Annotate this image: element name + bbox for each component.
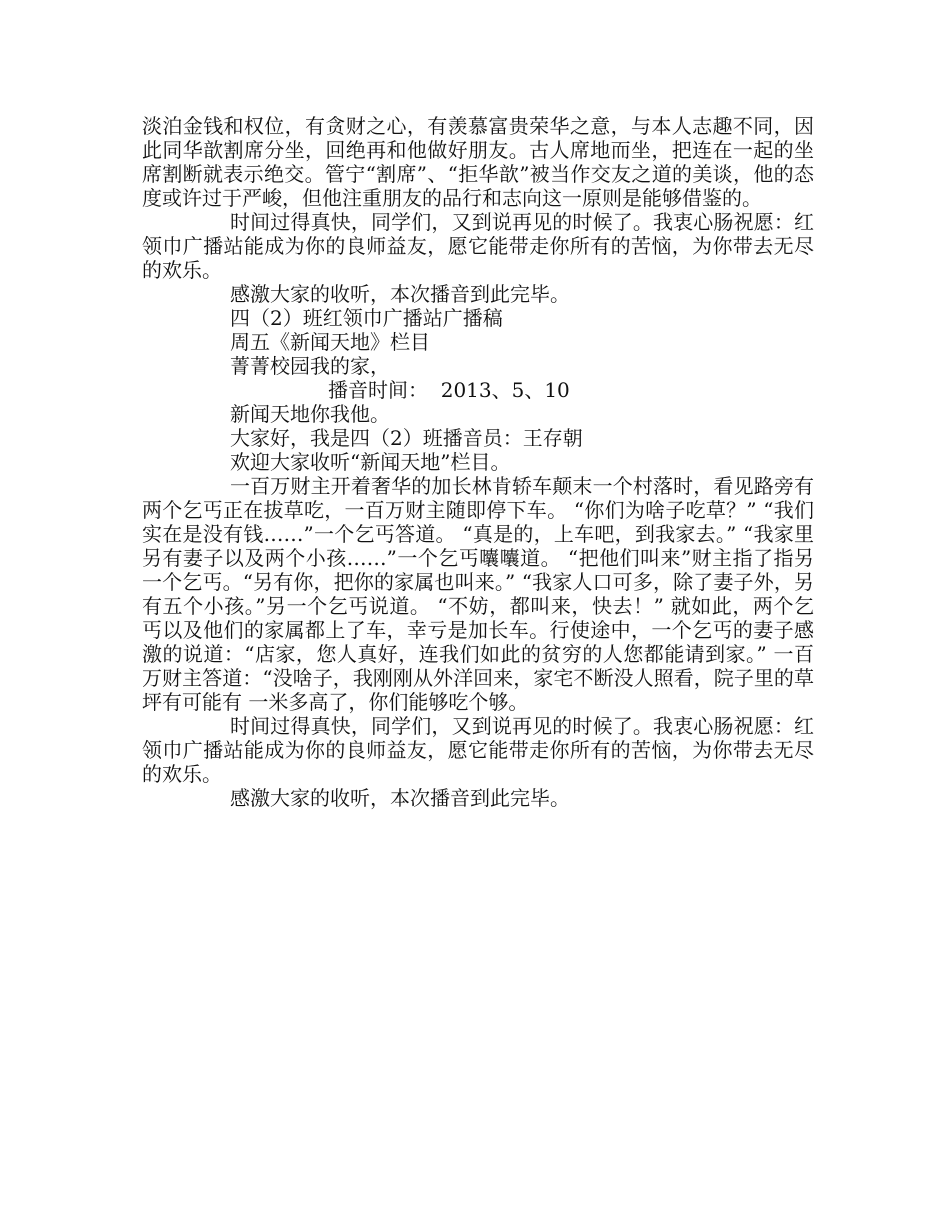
broadcast-time: 播音时间： 2013、5、10 xyxy=(328,378,570,402)
paragraph-farewell-2: 时间过得真快，同学们，又到说再见的时候了。我衷心肠祝愿：红领巾广播站能成为你的良师益友，愿它能带走你所有的苦恼，为你带去无尽的欢乐。 xyxy=(142,714,814,786)
document-body xyxy=(142,114,814,810)
paragraph-guanning-story-end: 淡泊金钱和权位，有贪财之心，有羡慕富贵荣华之意，与本人志趣不同，因此同华歆割席分坐，回绝再和他做好朋友。古人席地而坐，把连在一起的坐席割断就表示绝交。管宁“割席”、“拒华歆”被当作交友之道的美谈，他的态度或许过于严峻，但他注重朋友的品行和志向这一原则是能够借鉴的。 xyxy=(142,114,814,210)
paragraph-millionaire-story: 一百万财主开着奢华的加长林肯轿车颠末一个村落时，看见路旁有两个乞丐正在拔草吃，一百万财主随即停下车。 “你们为啥子吃草？” “我们实在是没有钱……”一个乞丐答道。 “真是的，上车吧，到我家去。” “我家里另有妻子以及两个小孩……”一个乞丐囔囔道。 “把他们叫来”财主指了指另一个乞丐。“另有你，把你的家属也叫来。” “我家人口可多，除了妻子外，另有五个小孩。”另一个乞丐说道。 “不妨，都叫来，快去！” 就如此，两个乞丐以及他们的家属都上了车，幸亏是加长车。行使途中，一个乞丐的妻子感激的说道：“店家，您人真好，连我们如此的贫穷的人您都能请到家。” 一百万财主答道：“没啥子，我刚刚从外洋回来，家宅不断没人照看，院子里的草坪有可能有 一米多高了，你们能够吃个够。 xyxy=(142,474,814,714)
opening-line-1: 菁菁校园我的家， xyxy=(230,354,390,378)
welcome-line: 欢迎大家收听“新闻天地”栏目。 xyxy=(230,450,511,474)
script-title: 四（2）班红领巾广播站广播稿 xyxy=(230,306,503,330)
paragraph-thanks-2: 感激大家的收听，本次播音到此完毕。 xyxy=(230,786,570,810)
paragraph-thanks: 感激大家的收听，本次播音到此完毕。 xyxy=(230,282,570,306)
opening-line-2: 新闻天地你我他。 xyxy=(230,402,390,426)
announcer-intro: 大家好，我是四（2）班播音员：王存朝 xyxy=(230,426,583,450)
program-name: 周五《新闻天地》栏目 xyxy=(230,330,430,354)
paragraph-farewell: 时间过得真快，同学们，又到说再见的时候了。我衷心肠祝愿：红领巾广播站能成为你的良师益友，愿它能带走你所有的苦恼，为你带去无尽的欢乐。 xyxy=(142,210,814,282)
